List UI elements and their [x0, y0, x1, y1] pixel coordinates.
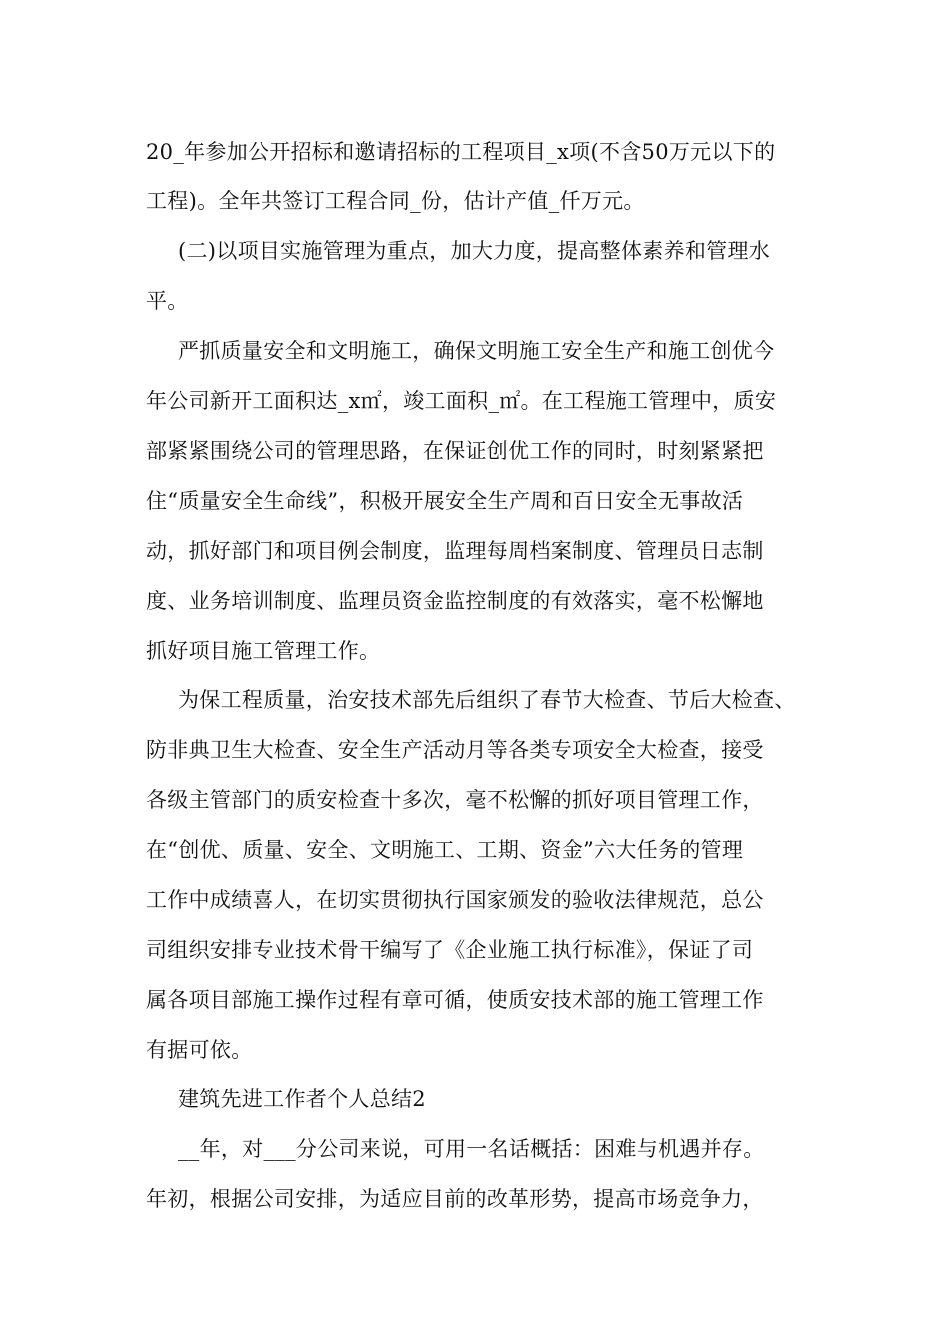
- text-line: 严抓质量安全和文明施工，确保文明施工安全生产和施工创优今: [178, 339, 775, 363]
- text-line: 20_年参加公开招标和邀请招标的工程项目_x项(不含50万元以下的: [146, 140, 776, 164]
- text-line: 年初，根据公司安排，为适应目前的改革形势，提高市场竞争力，: [146, 1187, 764, 1211]
- text-line: __年，对___分公司来说，可用一名话概括：困难与机遇并存。: [178, 1137, 765, 1161]
- text-line: 度、业务培训制度、监理员资金监控制度的有效落实，毫不松懈地: [146, 589, 764, 613]
- section-title: 建筑先进工作者个人总结2: [178, 1087, 426, 1111]
- text-line: 平。: [146, 289, 189, 313]
- text-line: 属各项目部施工操作过程有章可循，使质安技术部的施工管理工作: [146, 988, 764, 1012]
- text-line: 抓好项目施工管理工作。: [146, 639, 381, 663]
- text-line: 在“创优、质量、安全、文明施工、工期、资金”六大任务的管理: [146, 838, 744, 862]
- text-line: 工作中成绩喜人，在切实贯彻执行国家颁发的验收法律规范，总公: [146, 888, 764, 912]
- text-line: 防非典卫生大检查、安全生产活动月等各类专项安全大检查，接受: [146, 738, 764, 762]
- text-line: 年公司新开工面积达_x㎡，竣工面积_㎡。在工程施工管理中，质安: [146, 389, 777, 413]
- text-line: 工程)。全年共签订工程合同_份，估计产值_仟万元。: [146, 189, 645, 213]
- text-line: 各级主管部门的质安检查十多次，毫不松懈的抓好项目管理工作，: [146, 788, 764, 812]
- text-line: 部紧紧围绕公司的管理思路，在保证创优工作的同时，时刻紧紧把: [146, 439, 764, 463]
- text-line: 有据可依。: [146, 1038, 253, 1062]
- text-line: 为保工程质量，治安技术部先后组织了春节大检查、节后大检查、: [178, 688, 796, 712]
- text-line: 司组织安排专业技术骨干编写了《企业施工执行标准》，保证了司: [146, 938, 754, 962]
- text-line: 动，抓好部门和项目例会制度，监理每周档案制度、管理员日志制: [146, 539, 764, 563]
- section-heading: (二)以项目实施管理为重点，加大力度，提高整体素养和管理水: [178, 239, 771, 263]
- text-line: 住“质量安全生命线”，积极开展安全生产周和百日安全无事故活: [146, 489, 744, 513]
